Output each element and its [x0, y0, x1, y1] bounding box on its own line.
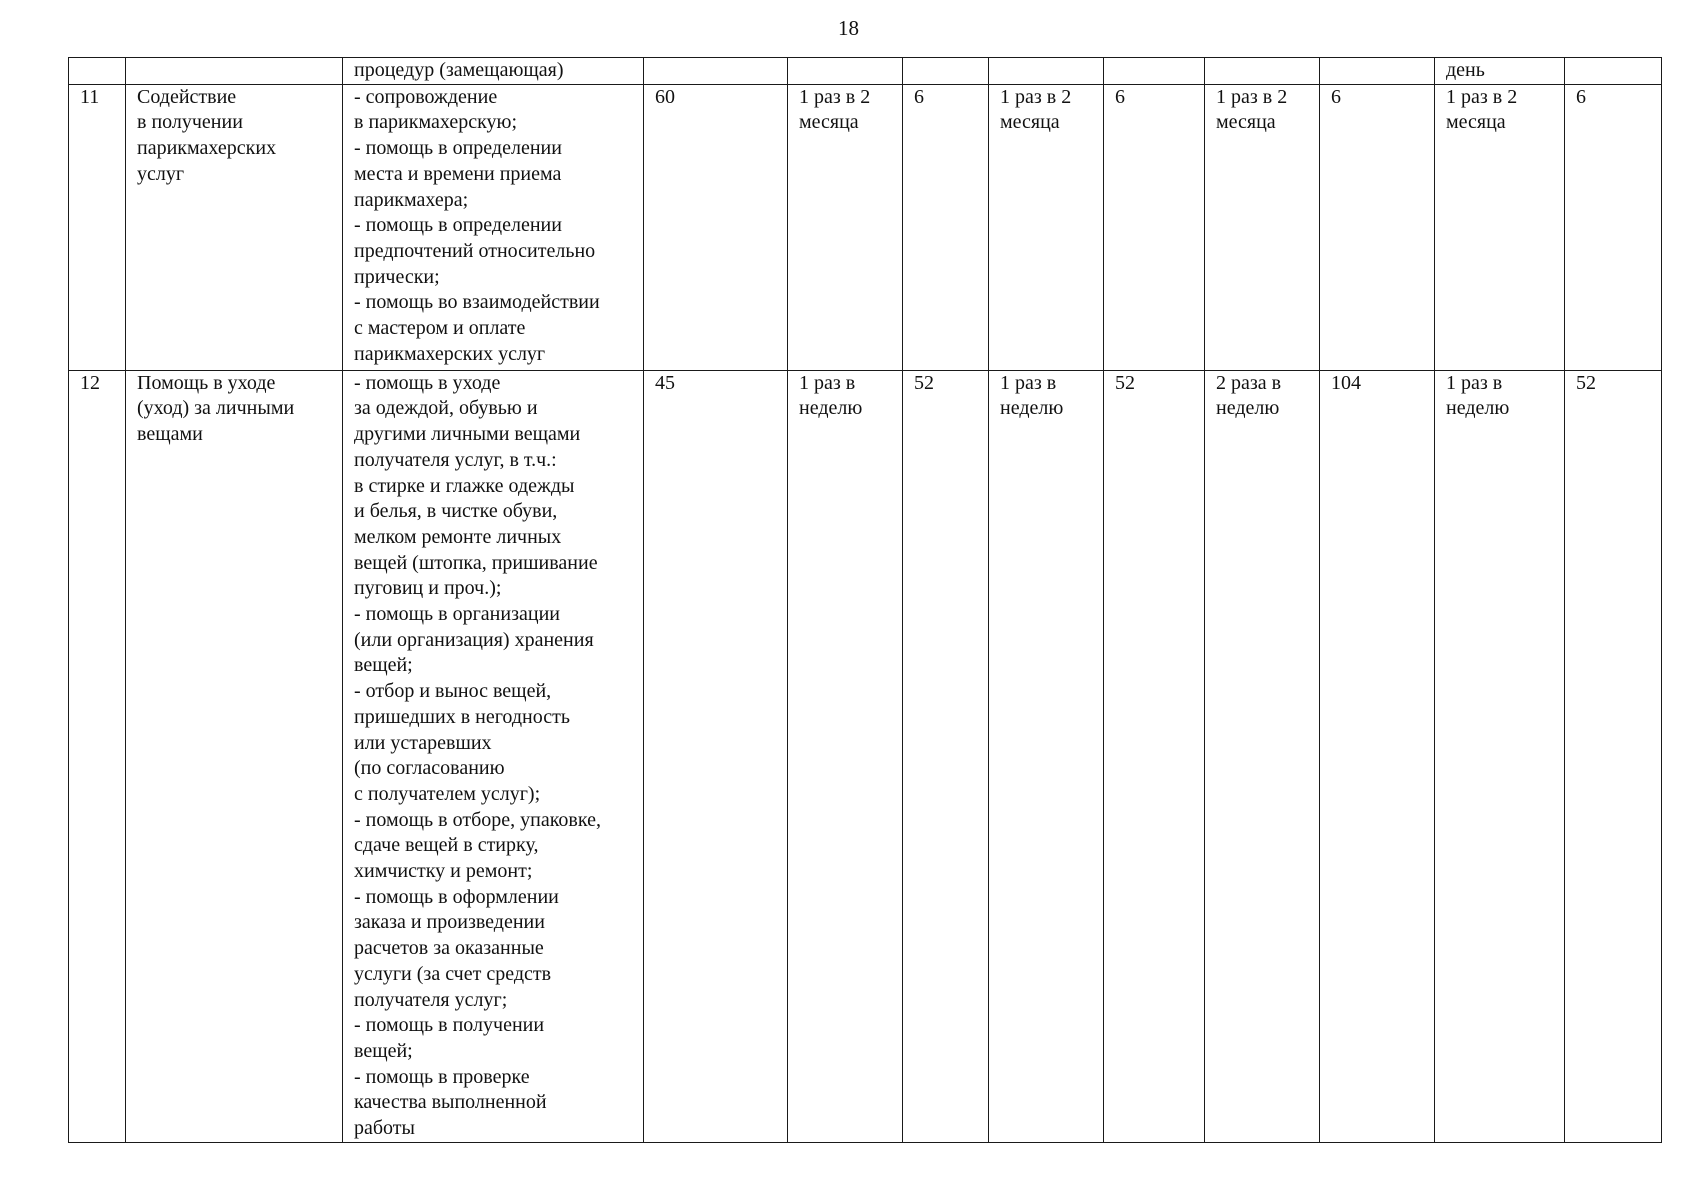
cell-quantity-3	[1320, 58, 1435, 85]
cell-frequency-2: 1 раз в неделю	[989, 370, 1104, 1142]
cell-description: - сопровождение в парикмахерскую; - помощь в определении места и времени приема парикмахера; - помощь в определении предпочтений относительно прически; - помощь во взаимодействии с мастером и оплате парикмахерских услуг	[343, 84, 644, 370]
cell-description: процедур (замещающая)	[343, 58, 644, 85]
cell-quantity-4: 6	[1565, 84, 1662, 370]
cell-quantity-3: 6	[1320, 84, 1435, 370]
cell-num: 11	[69, 84, 126, 370]
table-row	[69, 84, 1662, 370]
cell-quantity-2: 6	[1104, 84, 1205, 370]
cell-quantity-4	[1565, 58, 1662, 85]
cell-time: 45	[644, 370, 788, 1142]
cell-description: - помощь в уходе за одеждой, обувью и другими личными вещами получателя услуг, в т.ч.: в стирке и глажке одежды и белья, в чистке обуви, мелком ремонте личных вещей (штопка, пришивание пуговиц и проч.); - помощь в организации (или организация) хранения вещей; - отбор и вынос вещей, пришедших в негодность или устаревших (по согласованию с получателем услуг); - помощь в отборе, упаковке, сдаче вещей в стирку, химчистку и ремонт; - помощь в оформлении заказа и произведении расчетов за оказанные услуги (за счет средств получателя услуг; - помощь в получении вещей; - помощь в проверке качества выполненной работы	[343, 370, 644, 1142]
cell-frequency-4: 1 раз в неделю	[1435, 370, 1565, 1142]
table-row	[69, 370, 1662, 1142]
cell-quantity-2	[1104, 58, 1205, 85]
table-row-continuation	[69, 58, 1662, 85]
cell-service-name: Помощь в уходе (уход) за личными вещами	[126, 370, 343, 1142]
cell-frequency-1: 1 раз в 2 месяца	[788, 84, 903, 370]
cell-quantity-2: 52	[1104, 370, 1205, 1142]
cell-frequency-3: 2 раза в неделю	[1205, 370, 1320, 1142]
cell-quantity-4: 52	[1565, 370, 1662, 1142]
cell-num: 12	[69, 370, 126, 1142]
cell-service-name: Содействие в получении парикмахерских услуг	[126, 84, 343, 370]
cell-frequency-3	[1205, 58, 1320, 85]
cell-service-name	[126, 58, 343, 85]
cell-quantity-3: 104	[1320, 370, 1435, 1142]
cell-time	[644, 58, 788, 85]
cell-frequency-4: день	[1435, 58, 1565, 85]
cell-num	[69, 58, 126, 85]
cell-quantity-1: 52	[903, 370, 989, 1142]
cell-time: 60	[644, 84, 788, 370]
cell-frequency-1: 1 раз в неделю	[788, 370, 903, 1142]
services-table	[68, 57, 1662, 1143]
cell-frequency-1	[788, 58, 903, 85]
cell-quantity-1	[903, 58, 989, 85]
cell-quantity-1: 6	[903, 84, 989, 370]
cell-frequency-4: 1 раз в 2 месяца	[1435, 84, 1565, 370]
page-number: 18	[838, 16, 859, 40]
cell-frequency-2	[989, 58, 1104, 85]
cell-frequency-2: 1 раз в 2 месяца	[989, 84, 1104, 370]
cell-frequency-3: 1 раз в 2 месяца	[1205, 84, 1320, 370]
